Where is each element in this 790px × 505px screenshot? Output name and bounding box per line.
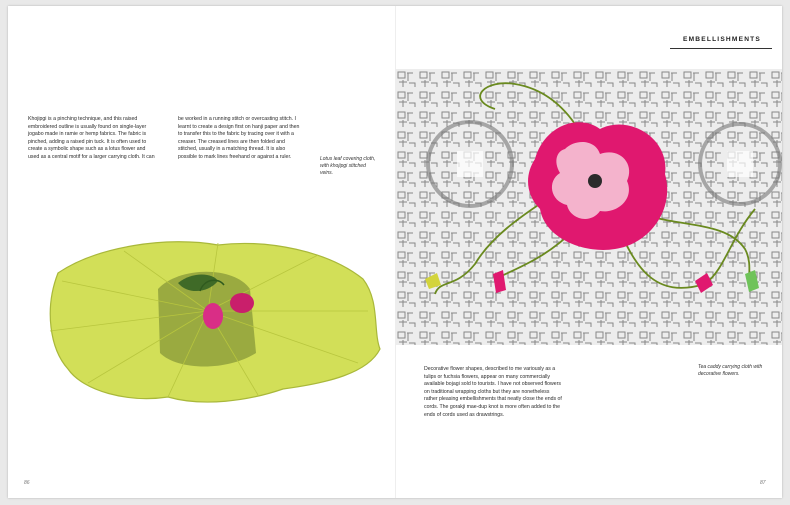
left-body-col1: Khojipgi is a pinching technique, and this raised embroidered outline is usually found on single-layer jogabo made in ramie or hemp fabrics. The fabric is pinched, adding a raised pin tuck. It is often used to create a symbolic shape such as a lotus flower and used as a central motif for a larger carrying cloth. It can bbox=[28, 116, 155, 160]
lotus-leaf-cloth-photo bbox=[28, 231, 388, 411]
left-body-col2: be worked in a running stitch or overcasting stitch. I learnt to create a design first on hanji paper and then to transfer this to the fabric by tracing over it with a creaser. The creased lines are then folded and stitched, usually in a matching thread. It is also possible to mark lines freehand or against a ruler. bbox=[178, 116, 300, 160]
book-spread bbox=[8, 6, 782, 498]
tea-caddy-cloth-photo bbox=[395, 69, 782, 345]
right-caption: Tea caddy carrying cloth with decorative flowers. bbox=[698, 364, 763, 377]
section-header: EMBELLISHMENTS bbox=[683, 36, 761, 43]
left-folio: 86 bbox=[24, 480, 30, 486]
left-caption: Lotus leaf covering cloth, with khojipgi stitched veins. bbox=[320, 156, 376, 176]
pink-flower-bud bbox=[203, 303, 223, 329]
right-body: Decorative flower shapes, described to me variously as a tulips or fuchsia flowers, appear on many commercially available bojagi sold to tourists. I have not observed flowers on traditional wrapping cloths but they are nonetheless rather pleasing embellishments that neatly close the ends of cords. The gorakji mae-dup knot is more often added to the ends of cords used as drawstrings. bbox=[424, 366, 562, 418]
pink-flower-bud bbox=[230, 293, 254, 313]
right-folio: 87 bbox=[760, 480, 766, 486]
header-rule bbox=[670, 48, 772, 49]
